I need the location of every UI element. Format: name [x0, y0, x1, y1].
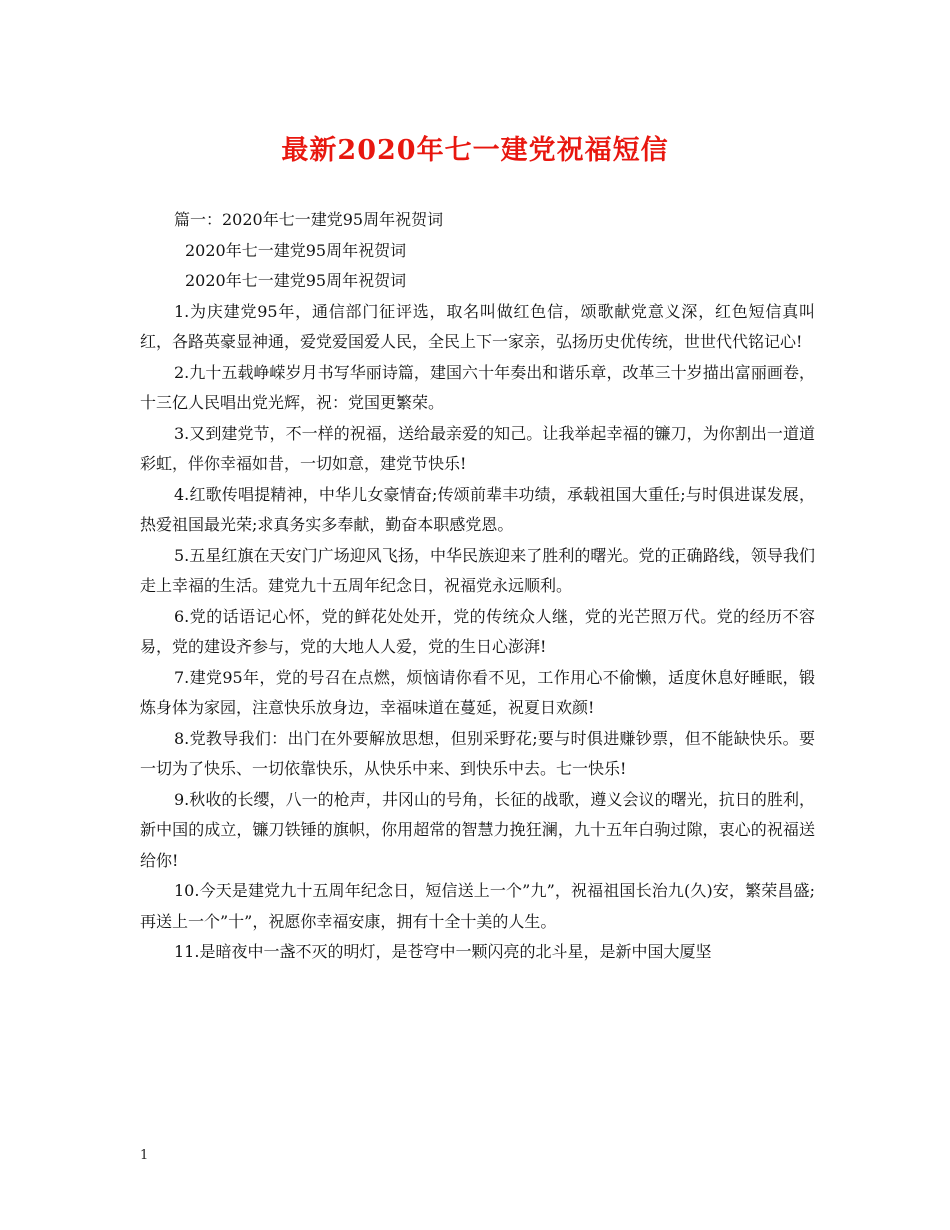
paragraph-4: 4.红歌传唱提精神，中华儿女豪情奋;传颂前辈丰功绩，承载祖国大重任;与时俱进谋发展，热爱祖国最光荣;求真务实多奉献，勤奋本职感党恩。 [140, 484, 815, 534]
paragraph-8: 8.党教导我们：出门在外要解放思想，但别采野花;要与时俱进赚钞票，但不能缺快乐。要一切为了快乐、一切依靠快乐，从快乐中来、到快乐中去。七一快乐! [140, 728, 815, 778]
paragraph-2: 2.九十五载峥嵘岁月书写华丽诗篇，建国六十年奏出和谐乐章，改革三十岁描出富丽画卷，十三亿人民唱出党光辉，祝：党国更繁荣。 [140, 362, 815, 412]
subheading: 2020年七一建党95周年祝贺词 [185, 240, 407, 260]
paragraph-6: 6.党的话语记心怀，党的鲜花处处开，党的传统众人继，党的光芒照万代。党的经历不容易，党的建设齐参与，党的大地人人爱，党的生日心澎湃! [140, 606, 815, 656]
paragraph-7: 7.建党95年，党的号召在点燃，烦恼请你看不见，工作用心不偷懒，适度休息好睡眠，锻炼身体为家园，注意快乐放身边，幸福味道在蔓延，祝夏日欢颜! [140, 667, 815, 717]
document-title: 最新2020年七一建党祝福短信 [281, 135, 669, 166]
paragraph-11: 11.是暗夜中一盏不灭的明灯，是苍穹中一颗闪亮的北斗星，是新中国大厦坚 [174, 942, 712, 961]
subheading: 2020年七一建党95周年祝贺词 [185, 271, 407, 290]
paragraph-9: 9.秋收的长缨，八一的枪声，井冈山的号角，长征的战歌，遵义会议的曙光，抗日的胜利，新中国的成立，镰刀铁锤的旗帜，你用超常的智慧力挽狂澜，九十五年白驹过隙，衷心的祝福送给你! [140, 789, 815, 870]
paragraph-1: 1.为庆建党95年，通信部门征评选，取名叫做红色信，颂歌献党意义深，红色短信真叫红，各路英豪显神通，爱党爱国爱人民，全民上下一家亲，弘扬历史优传统，世世代代铭记心! [140, 301, 815, 351]
page-number: 1 [140, 1148, 149, 1163]
paragraph-10: 10.今天是建党九十五周年纪念日，短信送上一个”九”，祝福祖国长治九(久)安，繁荣昌盛;再送上一个”十”，祝愿你幸福安康，拥有十全十美的人生。 [140, 881, 815, 931]
section-heading: 篇一：2020年七一建党95周年祝贺词 [174, 210, 444, 229]
paragraph-5: 5.五星红旗在天安门广场迎风飞扬，中华民族迎来了胜利的曙光。党的正确路线，领导我们走上幸福的生活。建党九十五周年纪念日，祝福党永远顺利。 [140, 545, 815, 595]
paragraph-3: 3.又到建党节，不一样的祝福，送给最亲爱的知己。让我举起幸福的镰刀，为你割出一道道彩虹，伴你幸福如昔，一切如意，建党节快乐! [140, 423, 815, 473]
document-body [140, 205, 815, 968]
